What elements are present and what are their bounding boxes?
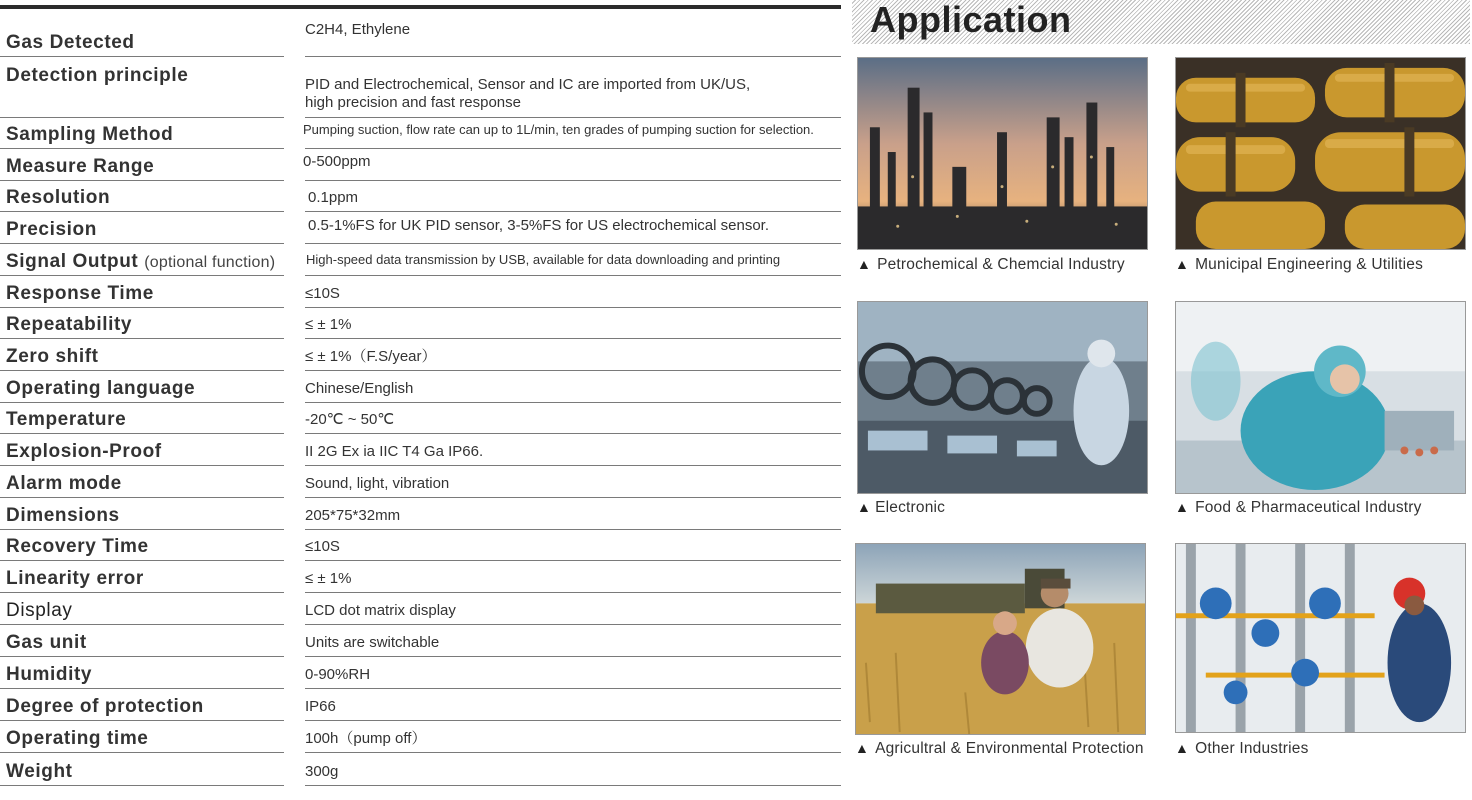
spec-label: Linearity error [6, 568, 144, 589]
application-tile-petrochemical [857, 57, 1148, 282]
caption-text: Food & Pharmaceutical Industry [1195, 499, 1422, 516]
spec-label: Recovery Time [6, 536, 149, 557]
application-caption [857, 499, 945, 517]
spec-value: 0.1ppm [308, 189, 359, 206]
spec-value: LCD dot matrix display [305, 602, 456, 619]
spec-row-weight [0, 753, 845, 786]
triangle-marker-icon: ▲ [1175, 499, 1190, 515]
spec-row-gas-unit [0, 625, 845, 657]
spec-row-linearity-error [0, 561, 845, 593]
pipes-photo [1175, 57, 1466, 250]
spec-label: Weight [6, 761, 73, 782]
caption-text: Electronic [875, 499, 946, 516]
spec-label: Humidity [6, 664, 93, 685]
spec-row-detection-principle [0, 57, 845, 118]
triangle-marker-icon: ▲ [1175, 740, 1190, 756]
spec-row-alarm-mode [0, 466, 845, 498]
spec-value: IP66 [305, 698, 336, 715]
triangle-marker-icon: ▲ [857, 256, 872, 272]
spec-label: Detection principle [6, 65, 189, 86]
application-caption [1175, 499, 1422, 517]
spec-label [6, 251, 275, 273]
spec-value: Chinese/English [305, 380, 414, 397]
lab-worker-photo [1175, 301, 1466, 494]
spec-label: Gas Detected [6, 32, 135, 53]
spec-value: 0.5-1%FS for UK PID sensor, 3-5%FS for US electrochemical sensor. [308, 217, 770, 234]
spec-value: 205*75*32mm [305, 507, 401, 524]
spec-value: 100h（pump off） [305, 730, 427, 747]
spec-value: ≤10S [305, 538, 340, 555]
spec-row-degree-of-protection [0, 689, 845, 721]
spec-value: ≤ ± 1%（F.S/year） [305, 348, 437, 365]
spec-label: Explosion-Proof [6, 441, 162, 462]
spec-row-operating-language [0, 371, 845, 403]
spec-label: Operating language [6, 378, 196, 399]
spec-label: Measure Range [6, 156, 155, 177]
spec-value: 0-90%RH [305, 666, 371, 683]
application-tile-other [1175, 543, 1466, 763]
application-heading: Application [870, 0, 1072, 40]
application-caption [1175, 256, 1423, 274]
spec-value: Sound, light, vibration [305, 475, 450, 492]
spec-value: ≤ ± 1% [305, 570, 352, 587]
spec-row-repeatability [0, 308, 845, 339]
spec-label: Gas unit [6, 632, 87, 653]
spec-row-temperature [0, 403, 845, 434]
spec-row-precision [0, 212, 845, 244]
spec-label: Zero shift [6, 346, 99, 367]
spec-label: Resolution [6, 187, 111, 208]
spec-row-dimensions [0, 498, 845, 530]
spec-label: Response Time [6, 283, 154, 304]
spec-label: Precision [6, 219, 97, 240]
spec-label: Degree of protection [6, 696, 204, 717]
spec-label: Dimensions [6, 505, 120, 526]
spec-row-measure-range [0, 149, 845, 181]
spec-label: Display [6, 600, 73, 621]
triangle-marker-icon: ▲ [857, 499, 872, 515]
spec-row-humidity [0, 657, 845, 689]
triangle-marker-icon: ▲ [1175, 256, 1190, 272]
spec-value: Units are switchable [305, 634, 440, 651]
spec-value: High-speed data transmission by USB, available for data downloading and printing [306, 252, 781, 267]
spec-label-main: Signal Output [6, 251, 139, 272]
spec-label: Temperature [6, 409, 127, 430]
spec-row-response-time [0, 276, 845, 308]
application-tile-municipal [1175, 57, 1466, 282]
spec-value-line-2: high precision and fast response [305, 94, 521, 111]
spec-value: -20℃ ~ 50℃ [305, 411, 395, 428]
wheat-field-photo [855, 543, 1146, 735]
spec-value: ≤10S [305, 285, 340, 302]
spec-value: 0-500ppm [303, 153, 371, 170]
electronics-factory-photo [857, 301, 1148, 494]
spec-label-note: (optional function) [144, 254, 276, 271]
spec-value: Pumping suction, flow rate can up to 1L/min, ten grades of pumping suction for selection. [303, 122, 814, 137]
caption-text: Petrochemical & Chemcial Industry [877, 256, 1125, 273]
spec-row-recovery-time [0, 530, 845, 561]
application-caption [857, 256, 1125, 274]
spec-row-explosion-proof [0, 434, 845, 466]
application-panel [850, 0, 1472, 800]
spec-label: Sampling Method [6, 124, 174, 145]
spec-row-display [0, 593, 845, 625]
application-caption [855, 740, 1144, 758]
spec-label: Operating time [6, 728, 149, 749]
caption-text: Agricultral & Environmental Protection [875, 740, 1144, 757]
valves-worker-photo [1175, 543, 1466, 733]
spec-row-signal-output [0, 244, 845, 276]
spec-value: C2H4, Ethylene [305, 21, 411, 38]
triangle-marker-icon: ▲ [855, 740, 870, 756]
spec-row-resolution [0, 181, 845, 212]
spec-row-sampling-method [0, 118, 845, 149]
spec-value: ≤ ± 1% [305, 316, 352, 333]
spec-value: II 2G Ex ia IIC T4 Ga IP66. [305, 443, 484, 460]
caption-text: Municipal Engineering & Utilities [1195, 256, 1424, 273]
spec-label: Repeatability [6, 314, 133, 335]
spec-row-gas-detected [0, 9, 845, 57]
spec-value: 300g [305, 763, 339, 780]
spec-row-zero-shift [0, 339, 845, 371]
spec-label: Alarm mode [6, 473, 122, 494]
application-tile-agricultural [855, 543, 1146, 765]
application-tile-electronic [857, 301, 1148, 523]
spec-row-operating-time [0, 721, 845, 753]
application-tile-food-pharma [1175, 301, 1466, 523]
spec-value: PID and Electrochemical, Sensor and IC are imported from UK/US, [305, 76, 751, 93]
caption-text: Other Industries [1195, 740, 1309, 757]
application-caption [1175, 740, 1309, 758]
refinery-photo [857, 57, 1148, 250]
